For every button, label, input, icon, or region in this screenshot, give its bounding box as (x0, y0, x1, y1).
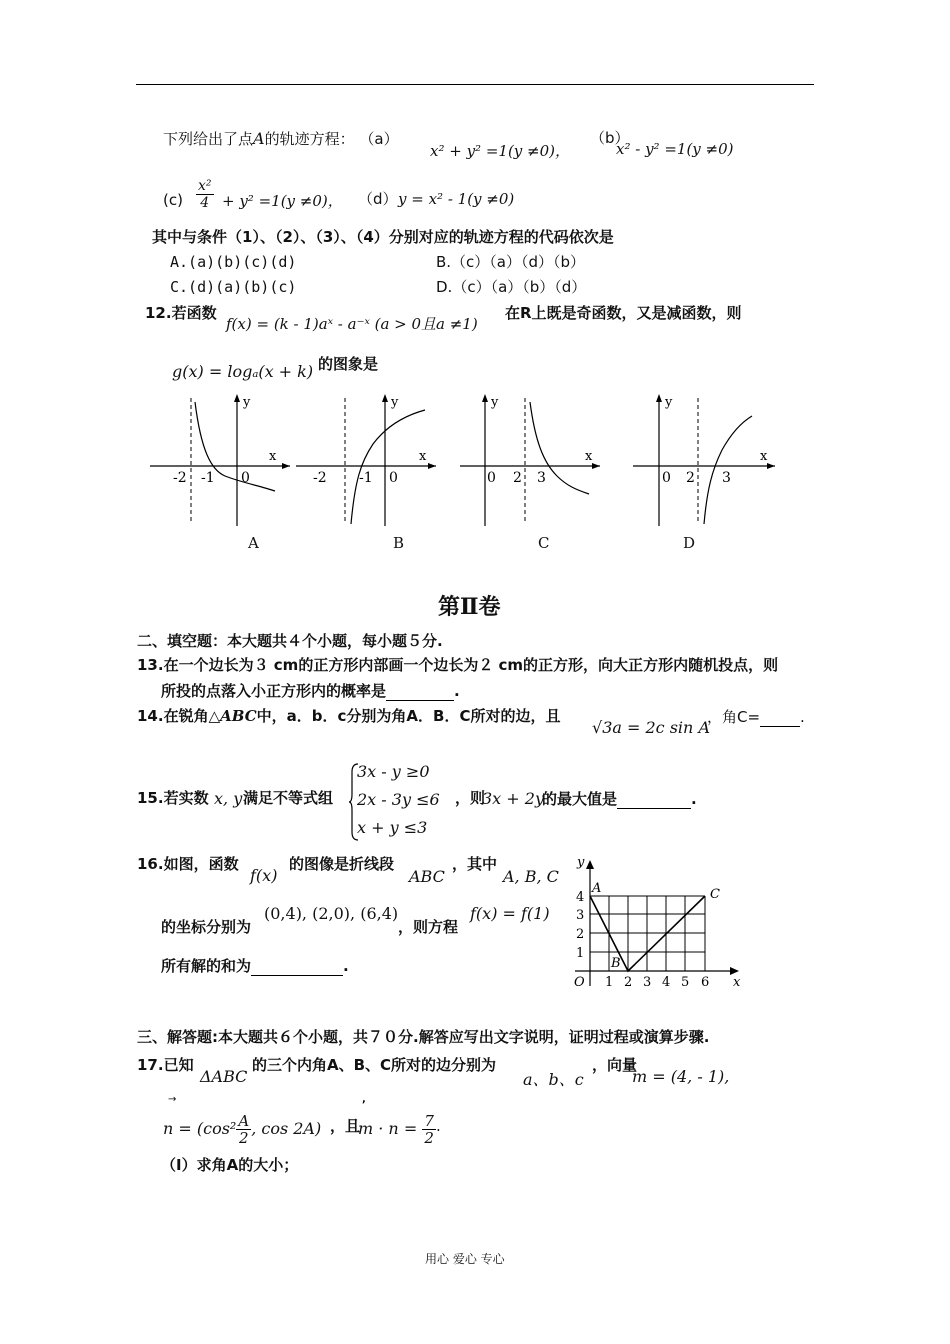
q17-dot (358, 1113, 436, 1146)
graph-a-tick: -2 (173, 470, 187, 486)
q11-point: A (253, 129, 265, 148)
q12-g-rest: 的图象是 (318, 355, 379, 373)
q14-post (707, 706, 805, 727)
q14-abc: ABC (220, 707, 257, 725)
q16-point-b: B (611, 956, 621, 971)
q16-coord-pre: 的坐标分别为 (161, 918, 252, 936)
q16-xtick: 5 (681, 975, 690, 990)
q11-d-label: （d） (358, 190, 398, 208)
graph-c-label: C (538, 534, 550, 552)
graph-a-tick: 0 (241, 470, 250, 486)
q17-m: m = (4, - 1), (632, 1067, 730, 1086)
graph-c (457, 390, 607, 530)
q16-ytick: 4 (576, 890, 585, 905)
comma-mark: , (362, 1094, 366, 1105)
q17-n-num: A (238, 1112, 250, 1130)
graph-b-tick: 0 (389, 470, 398, 486)
section3-heading: 三、解答题:本大题共６个小题，共７０分.解答应写出文字说明，证明过程或演算步骤. (137, 1028, 710, 1046)
q16-ytick: 2 (576, 927, 585, 942)
q17-mid: 的三个内角A、B、C所对的边分别为 (252, 1056, 497, 1074)
q15-blank[interactable] (617, 788, 691, 809)
q15-ineq3: x + y ≤3 (357, 818, 428, 837)
graph-d-label: D (683, 534, 696, 552)
q14-pre (137, 706, 560, 726)
graph-a-x-label: x (269, 449, 277, 464)
q11-intro-text: 下列给出了点 (163, 130, 254, 148)
q12-rest: 在R上既是奇函数，又是减函数，则 (505, 304, 742, 322)
q16-equation: f(x) = f(1) (470, 904, 550, 923)
header-rule (136, 84, 814, 85)
q16-x-label: x (733, 975, 741, 990)
q11-option-c: C.(d)(a)(b)(c) (170, 278, 297, 296)
q17-triangle: ΔABC (200, 1067, 248, 1086)
q14-pre-text: 14.在锐角△ (137, 707, 221, 725)
q12-g: g(x) = logₐ(x + k) (172, 362, 314, 381)
q15-post: ，则 (455, 789, 486, 807)
graph-d (630, 390, 780, 530)
q11-c-eq: + y² =1(y ≠0)， (222, 192, 343, 210)
q16-coords: (0,4), (2,0), (6,4) (264, 904, 399, 923)
q11-c-den: 4 (200, 195, 210, 211)
q15-pre-text: 15.若实数 (137, 789, 209, 807)
graph-a (145, 390, 295, 530)
q16-sum (161, 955, 349, 976)
q13-line2-text: 所投的点落入小正方形内的概率是 (161, 682, 387, 700)
q16-end: . (343, 957, 349, 975)
q15-objective: 3x + 2y (482, 789, 544, 808)
q14-blank[interactable] (760, 706, 800, 727)
section2-title: 第Ⅱ卷 (438, 594, 501, 620)
q17-val-den: 2 (424, 1129, 434, 1147)
q11-c-frac (196, 178, 214, 211)
q17-dot-text: m · n = (358, 1119, 418, 1138)
graph-b-label: B (393, 534, 405, 552)
q16-blank[interactable] (251, 955, 343, 976)
q16-ytick: 1 (576, 946, 585, 961)
q11-c-num: x² (198, 178, 212, 194)
graph-c-y-label: y (491, 395, 499, 410)
q13-end: . (454, 682, 460, 700)
q11-option-d: D.（c）（a）（b）（d） (436, 278, 587, 296)
q15-end: . (691, 790, 697, 808)
q17-end: . (436, 1117, 441, 1135)
q17-n-post: , cos 2A) (251, 1119, 322, 1138)
graph-c-tick: 3 (537, 470, 546, 486)
q15-vars: x, y (214, 789, 243, 808)
q11-intro (163, 129, 399, 149)
q16-sum-text: 所有解的和为 (161, 957, 252, 975)
q14-eq: √3a = 2c sin A (592, 718, 710, 737)
page-footer: 用心 爱心 专心 (425, 1252, 505, 1266)
graph-b-tick: -2 (313, 470, 327, 486)
q16-y-label: y (577, 855, 585, 870)
q17-post: ，向量 (592, 1056, 638, 1074)
graph-a-y-label: y (243, 395, 251, 410)
q14-mid: 中，a．b．c分别为角A．B．C所对的边，且 (256, 707, 561, 725)
q16-graph (565, 852, 745, 992)
q11-d-eq: y = x² - 1(y ≠0) (398, 190, 515, 208)
q11-c-label: (c) (163, 191, 183, 209)
q13-line1: 13.在一个边长为３ cm的正方形内部画一个边长为２ cm的正方形，向大正方形内随机投点，则 (137, 656, 779, 674)
q11-question: 其中与条件（1）、（2）、（3）、（4）分别对应的轨迹方程的代码依次是 (152, 228, 614, 246)
q11-a-label: （a） (359, 130, 399, 148)
graph-c-tick: 2 (513, 470, 522, 486)
q16-pre: 16.如图，函数 (137, 855, 239, 873)
vector-arrow-icon: → (168, 1094, 177, 1105)
q11-a-eq: x² + y² =1(y ≠0)， (430, 142, 571, 160)
q16-origin: O (574, 975, 585, 990)
q17-part1: （Ⅰ）求角A的大小； (161, 1156, 299, 1174)
q11-option-a: A.(a)(b)(c)(d) (170, 253, 297, 271)
q15-mid: 满足不等式组 (243, 789, 334, 807)
q11-intro2: 的轨迹方程： (264, 130, 355, 148)
graph-d-y-label: y (665, 395, 673, 410)
graph-d-tick: 0 (662, 470, 671, 486)
q16-post: ，其中 (452, 855, 498, 873)
q11-option-b: B.（c）（a）（d）（b） (436, 253, 586, 271)
q14-end: . (800, 708, 805, 726)
q17-n (163, 1113, 321, 1146)
graph-d-tick: 3 (722, 470, 731, 486)
q16-points: A, B, C (503, 867, 559, 886)
q12-num: 12.若函数 (145, 304, 217, 322)
q16-grid (590, 896, 705, 971)
q16-xtick: 2 (624, 975, 633, 990)
graph-d-tick: 2 (686, 470, 695, 486)
graph-b-x-label: x (419, 449, 427, 464)
q15-pre (137, 788, 209, 808)
q11-b-label: （b） (590, 129, 630, 147)
q13-line2 (161, 680, 460, 701)
q13-blank[interactable] (386, 680, 454, 701)
q15-post2 (542, 788, 697, 809)
q16-abc: ABC (409, 867, 445, 886)
q17-and: ，且 (330, 1117, 361, 1135)
q17-sides: a、b、c (523, 1070, 584, 1089)
q16-xtick: 3 (643, 975, 652, 990)
q15-post2-text: 的最大值是 (542, 790, 618, 808)
q11-b-eq: x² - y² =1(y ≠0) (616, 140, 734, 158)
q16-fx: f(x) (250, 866, 278, 885)
q16-point-a: A (592, 881, 602, 896)
q15-ineq2: 2x - 3y ≤6 (357, 790, 440, 809)
q16-xtick: 6 (701, 975, 710, 990)
q12-func: f(x) = (k - 1)aˣ - a⁻ˣ (a > 0且a ≠1) (226, 315, 478, 333)
section2-heading: 二、填空题：本大题共４个小题，每小题５分. (137, 632, 443, 650)
q17-n-den: 2 (238, 1129, 249, 1147)
graph-d-x-label: x (760, 449, 768, 464)
graph-b-curve (351, 410, 425, 524)
graph-b (293, 390, 443, 530)
q17-n-pre: n = (cos² (163, 1119, 237, 1138)
q16-coord-post: ，则方程 (398, 918, 459, 936)
q16-ytick: 3 (576, 908, 585, 923)
graph-a-tick: -1 (201, 470, 215, 486)
graph-c-tick: 0 (487, 470, 496, 486)
graph-c-x-label: x (585, 449, 593, 464)
q16-xtick: 4 (662, 975, 671, 990)
graph-b-tick: -1 (359, 470, 373, 486)
graph-b-y-label: y (391, 395, 399, 410)
q16-xtick: 1 (605, 975, 614, 990)
q15-ineq1: 3x - y ≥0 (357, 762, 430, 781)
q17-val-num: 7 (424, 1112, 434, 1130)
q17-pre: 17.已知 (137, 1056, 194, 1074)
graph-a-label: A (248, 534, 259, 552)
q16-point-c: C (710, 887, 720, 902)
q16-mid: 的图像是折线段 (289, 855, 395, 873)
q14-post-text: ，角C= (707, 708, 761, 726)
